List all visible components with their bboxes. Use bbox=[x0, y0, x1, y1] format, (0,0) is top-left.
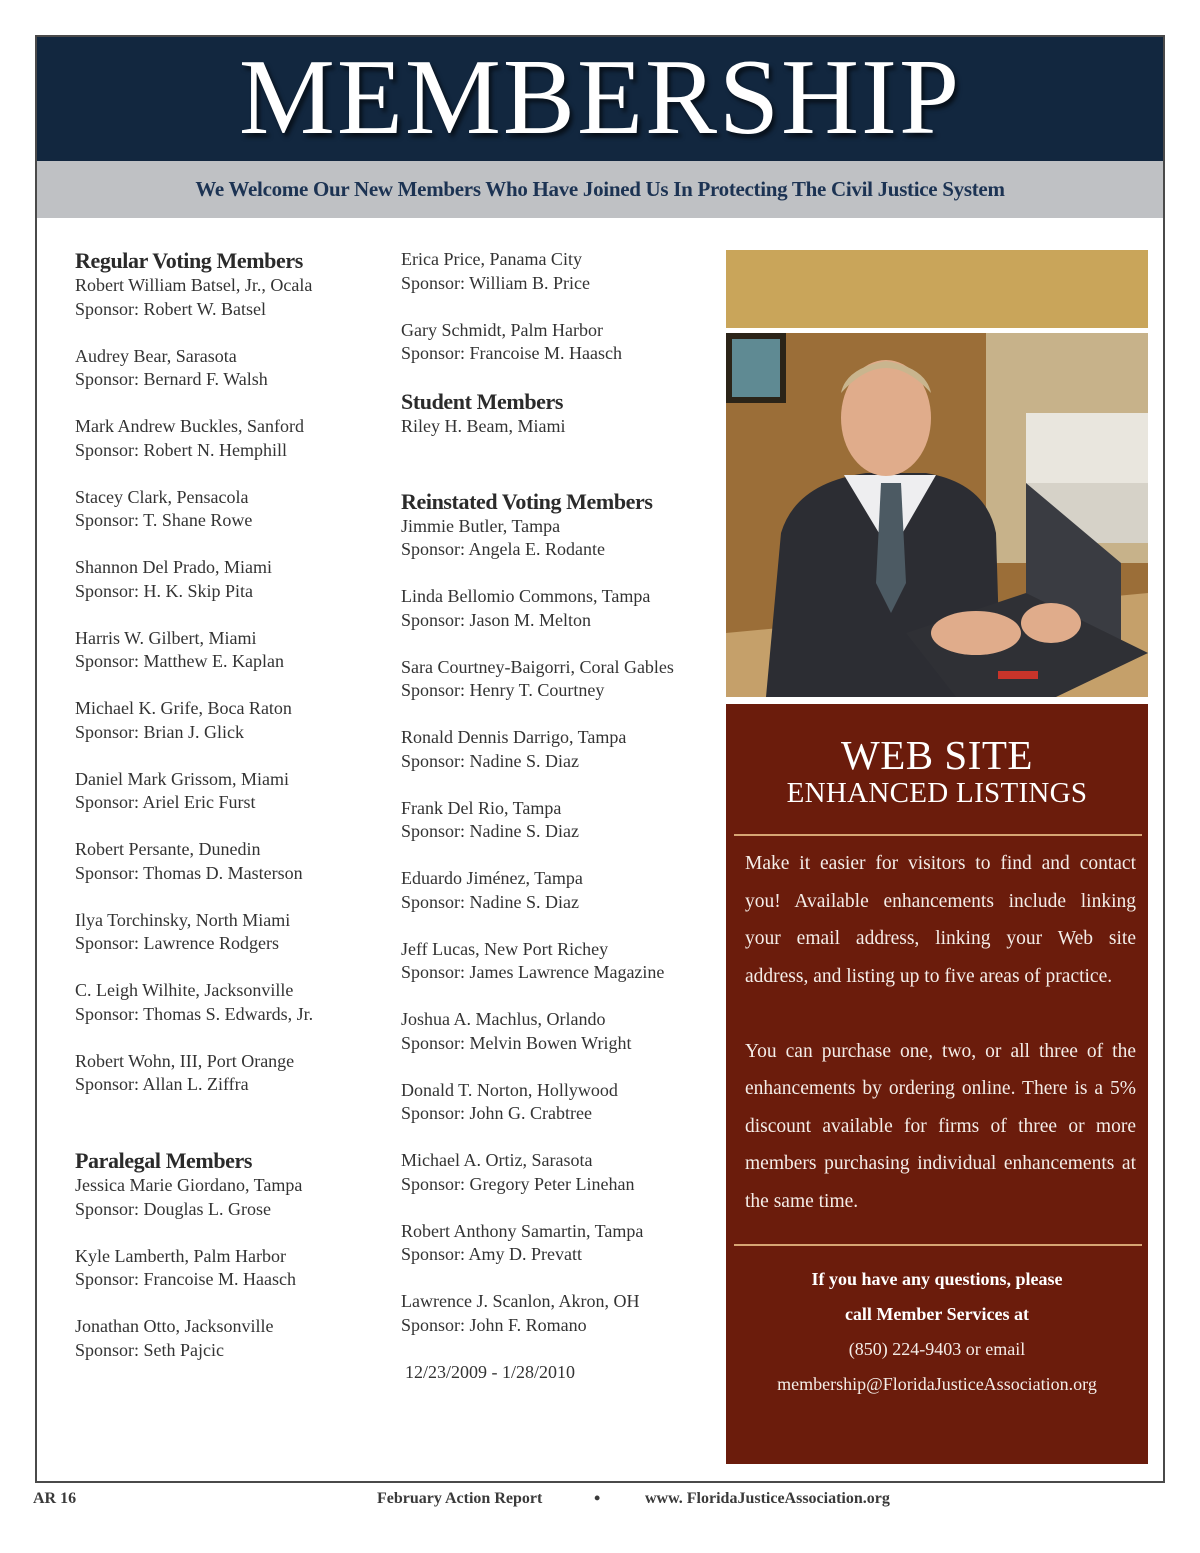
member-entry bbox=[75, 1050, 375, 1097]
student-member: Riley H. Beam, Miami bbox=[401, 416, 566, 436]
subtitle-bar bbox=[37, 161, 1163, 218]
member-entry bbox=[75, 979, 375, 1026]
member-entry bbox=[75, 274, 375, 321]
column-left bbox=[75, 248, 375, 1386]
member-sponsor: Sponsor: Robert W. Batsel bbox=[75, 298, 267, 319]
section-heading-reinstated: Reinstated Voting Members bbox=[401, 488, 653, 514]
member-entry bbox=[75, 1315, 375, 1362]
member-name: Robert Wohn, III, Port Orange bbox=[75, 1050, 295, 1071]
footer-website-link[interactable]: www. FloridaJusticeAssociation.org bbox=[645, 1490, 890, 1507]
member-entry bbox=[75, 1174, 375, 1221]
member-name: Eduardo Jiménez, Tampa bbox=[401, 868, 583, 888]
section-heading-student: Student Members bbox=[401, 389, 564, 414]
member-name: Lawrence J. Scanlon, Akron, OH bbox=[401, 1291, 640, 1311]
promo-paragraph-1: Make it easier for visitors to find and contact you! Available enhancements include linking your email address, linking your Web site address, and listing up to five areas of practice. bbox=[745, 853, 1136, 987]
member-name: Audrey Bear, Sarasota bbox=[75, 345, 237, 366]
member-sponsor: Sponsor: John F. Romano bbox=[401, 1314, 587, 1335]
member-sponsor: Sponsor: T. Shane Rowe bbox=[75, 510, 253, 530]
contact-line-1: If you have any questions, please bbox=[811, 1269, 1063, 1289]
member-name: Robert Persante, Dunedin bbox=[75, 839, 261, 859]
regular-members-continued bbox=[401, 248, 711, 366]
member-sponsor: Sponsor: Melvin Bowen Wright bbox=[401, 1032, 632, 1053]
member-entry bbox=[401, 867, 711, 914]
member-sponsor: Sponsor: John G. Crabtree bbox=[401, 1103, 592, 1123]
member-sponsor: Sponsor: Francoise M. Haasch bbox=[401, 343, 622, 363]
member-entry bbox=[401, 797, 711, 844]
promo-box bbox=[726, 704, 1148, 1464]
member-name: Jessica Marie Giordano, Tampa bbox=[75, 1175, 303, 1195]
member-entry bbox=[75, 768, 375, 815]
member-name: Linda Bellomio Commons, Tampa bbox=[401, 586, 651, 606]
member-entry bbox=[401, 938, 711, 985]
member-sponsor: Sponsor: Francoise M. Haasch bbox=[75, 1269, 296, 1289]
issue-name: February Action Report bbox=[377, 1490, 543, 1507]
member-sponsor: Sponsor: Thomas D. Masterson bbox=[75, 862, 303, 883]
member-name: Erica Price, Panama City bbox=[401, 249, 582, 269]
member-name: Gary Schmidt, Palm Harbor bbox=[401, 319, 603, 340]
member-sponsor: Sponsor: James Lawrence Magazine bbox=[401, 962, 665, 982]
section-heading-paralegal: Paralegal Members bbox=[75, 1148, 253, 1173]
promo-body bbox=[745, 845, 1136, 1258]
promo-divider-bottom bbox=[734, 1244, 1142, 1246]
member-sponsor: Sponsor: Seth Pajcic bbox=[75, 1339, 224, 1360]
page-footer bbox=[0, 1488, 1200, 1518]
page-number: AR 16 bbox=[33, 1490, 77, 1507]
member-name: Michael A. Ortiz, Sarasota bbox=[401, 1150, 593, 1170]
member-name: Ronald Dennis Darrigo, Tampa bbox=[401, 727, 627, 747]
member-name: Frank Del Rio, Tampa bbox=[401, 797, 562, 818]
member-entry bbox=[75, 415, 375, 462]
regular-members-list bbox=[75, 274, 375, 1097]
member-entry bbox=[401, 1149, 711, 1196]
member-entry bbox=[75, 838, 375, 885]
member-sponsor: Sponsor: Angela E. Rodante bbox=[401, 539, 605, 559]
member-name: Michael K. Grife, Boca Raton bbox=[75, 698, 292, 718]
page-subtitle: We Welcome Our New Members Who Have Joined Us In Protecting The Civil Justice System bbox=[195, 177, 1005, 201]
member-entry bbox=[401, 319, 711, 366]
promo-title: WEB SITE bbox=[841, 732, 1033, 778]
member-name: Kyle Lamberth, Palm Harbor bbox=[75, 1245, 286, 1266]
member-sponsor: Sponsor: William B. Price bbox=[401, 272, 590, 293]
member-sponsor: Sponsor: Amy D. Prevatt bbox=[401, 1244, 583, 1264]
member-sponsor: Sponsor: Ariel Eric Furst bbox=[75, 792, 256, 812]
contact-line-2: call Member Services at bbox=[844, 1304, 1030, 1324]
member-name: Jeff Lucas, New Port Richey bbox=[401, 938, 609, 959]
member-entry bbox=[401, 515, 711, 562]
member-name: Robert William Batsel, Jr., Ocala bbox=[75, 275, 313, 295]
member-name: Ilya Torchinsky, North Miami bbox=[75, 909, 291, 930]
contact-phone: (850) 224-9403 or email bbox=[848, 1339, 1026, 1359]
businessman-photo bbox=[726, 333, 1148, 697]
member-entry bbox=[75, 345, 375, 392]
reinstated-members-list bbox=[401, 515, 711, 1338]
member-name: Sara Courtney-Baigorri, Coral Gables bbox=[401, 656, 674, 677]
member-sponsor: Sponsor: Nadine S. Diaz bbox=[401, 891, 579, 912]
member-sponsor: Sponsor: Lawrence Rodgers bbox=[75, 933, 279, 953]
member-entry bbox=[75, 1245, 375, 1292]
member-entry bbox=[401, 585, 711, 632]
member-entry bbox=[75, 486, 375, 533]
member-entry bbox=[401, 1079, 711, 1126]
promo-paragraph-2: You can purchase one, two, or all three of the enhancements by ordering online. There is a 5% discount available for firms of three or more members purchasing individual enhancements at the same time. bbox=[745, 1040, 1136, 1212]
footer-bullet: • bbox=[594, 1488, 601, 1508]
masthead bbox=[37, 37, 1163, 161]
member-sponsor: Sponsor: Allan L. Ziffra bbox=[75, 1074, 249, 1094]
member-sponsor: Sponsor: Brian J. Glick bbox=[75, 721, 244, 742]
member-name: Jonathan Otto, Jacksonville bbox=[75, 1316, 274, 1336]
promo-contact bbox=[726, 1262, 1148, 1402]
member-entry bbox=[401, 726, 711, 773]
column-middle bbox=[401, 248, 711, 1384]
member-name: Robert Anthony Samartin, Tampa bbox=[401, 1220, 644, 1241]
member-name: Shannon Del Prado, Miami bbox=[75, 557, 272, 577]
member-name: Mark Andrew Buckles, Sanford bbox=[75, 416, 304, 436]
member-entry bbox=[401, 248, 711, 295]
member-sponsor: Sponsor: Henry T. Courtney bbox=[401, 680, 605, 700]
member-sponsor: Sponsor: Robert N. Hemphill bbox=[75, 439, 287, 460]
paralegal-members-list bbox=[75, 1174, 375, 1362]
member-sponsor: Sponsor: Matthew E. Kaplan bbox=[75, 651, 284, 671]
member-name: Joshua A. Machlus, Orlando bbox=[401, 1009, 606, 1029]
member-name: Jimmie Butler, Tampa bbox=[401, 515, 561, 536]
member-sponsor: Sponsor: Douglas L. Grose bbox=[75, 1198, 271, 1219]
contact-email[interactable]: membership@FloridaJusticeAssociation.org bbox=[777, 1374, 1097, 1394]
section-heading-regular: Regular Voting Members bbox=[75, 248, 303, 273]
date-range: 12/23/2009 - 1/28/2010 bbox=[405, 1361, 575, 1382]
promo-divider-top bbox=[734, 834, 1142, 836]
member-sponsor: Sponsor: H. K. Skip Pita bbox=[75, 580, 254, 601]
member-entry bbox=[75, 697, 375, 744]
member-sponsor: Sponsor: Nadine S. Diaz bbox=[401, 821, 579, 841]
member-entry bbox=[401, 1008, 711, 1055]
member-entry bbox=[401, 1290, 711, 1337]
member-name: Donald T. Norton, Hollywood bbox=[401, 1079, 618, 1100]
member-entry bbox=[75, 556, 375, 603]
member-entry bbox=[401, 656, 711, 703]
member-sponsor: Sponsor: Gregory Peter Linehan bbox=[401, 1173, 635, 1194]
member-name: Daniel Mark Grissom, Miami bbox=[75, 768, 289, 789]
member-entry bbox=[75, 627, 375, 674]
photo-illustration bbox=[726, 333, 1148, 697]
member-name: Stacey Clark, Pensacola bbox=[75, 486, 249, 507]
gold-banner bbox=[726, 250, 1148, 328]
promo-subtitle: ENHANCED LISTINGS bbox=[786, 777, 1088, 809]
member-name: Harris W. Gilbert, Miami bbox=[75, 627, 257, 648]
member-entry bbox=[401, 1220, 711, 1267]
page-title: MEMBERSHIP bbox=[238, 38, 962, 157]
member-name: C. Leigh Wilhite, Jacksonville bbox=[75, 980, 294, 1000]
member-sponsor: Sponsor: Nadine S. Diaz bbox=[401, 750, 579, 771]
member-entry bbox=[75, 909, 375, 956]
member-sponsor: Sponsor: Jason M. Melton bbox=[401, 609, 592, 630]
member-sponsor: Sponsor: Bernard F. Walsh bbox=[75, 369, 268, 389]
member-sponsor: Sponsor: Thomas S. Edwards, Jr. bbox=[75, 1003, 314, 1024]
